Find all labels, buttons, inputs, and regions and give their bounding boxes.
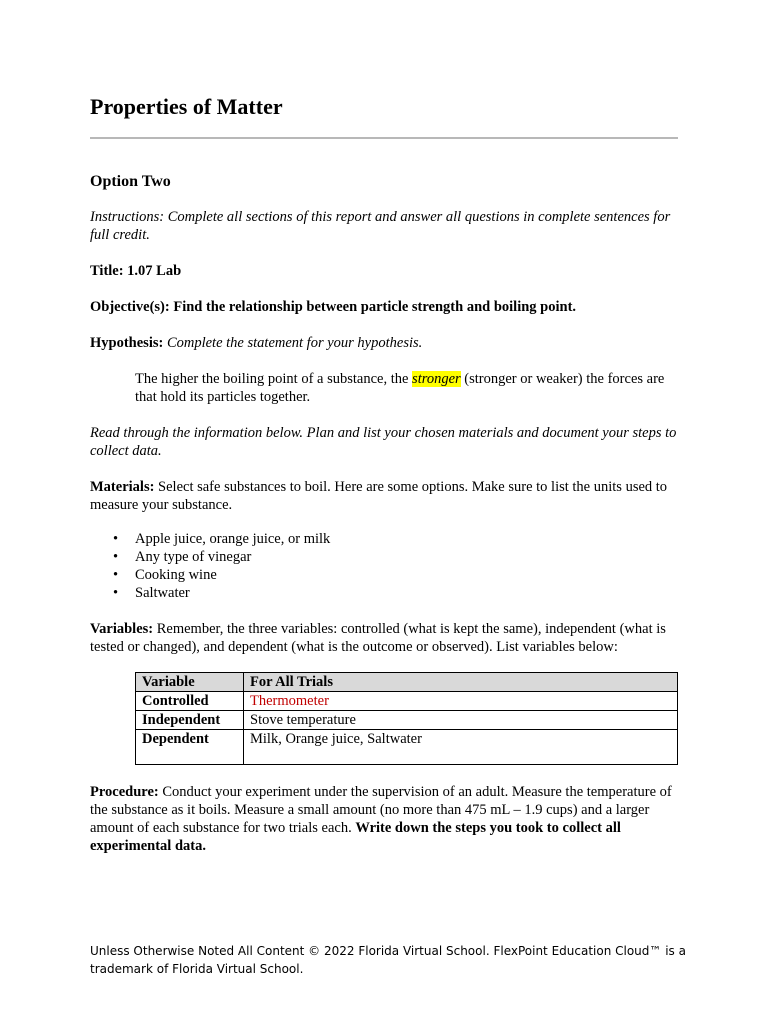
objective-text: Objective(s): Find the relationship between particle strength and boiling point.	[90, 299, 577, 315]
list-item	[113, 530, 678, 548]
variable-name: Controlled	[136, 692, 244, 711]
list-item	[113, 566, 678, 584]
bullet-icon: •	[113, 549, 119, 565]
list-item-text: Cooking wine	[135, 567, 217, 583]
list-item-text: Any type of vinegar	[135, 549, 252, 565]
page-title: Properties of Matter	[90, 94, 283, 119]
table-header-row	[136, 673, 678, 692]
procedure-paragraph	[90, 783, 678, 855]
materials-label: Materials:	[90, 479, 155, 495]
option-heading: Option Two	[90, 173, 171, 190]
table-row	[136, 711, 678, 730]
variable-value[interactable]: Stove temperature	[244, 711, 678, 730]
variables-paragraph	[90, 620, 678, 656]
variables-text: Remember, the three variables: controlled (what is kept the same), independent (what is tested or changed), and dependent (what is the outcome or observed). List variables below:	[90, 621, 666, 655]
variable-name: Dependent	[136, 730, 244, 765]
hypothesis-label: Hypothesis:	[90, 335, 164, 351]
procedure-bold-text: Write down the steps you took to collect all experimental data.	[90, 820, 621, 854]
lab-title: Title: 1.07 Lab	[90, 263, 182, 279]
bullet-icon: •	[113, 585, 119, 601]
hypothesis-line	[90, 334, 678, 352]
hypothesis-statement	[135, 370, 678, 406]
footer-copyright: Unless Otherwise Noted All Content © 2022 Florida Virtual School. FlexPoint Education Cloud™ is a trademark of Florida Virtual School.	[90, 944, 686, 976]
table-header-trials: For All Trials	[244, 673, 678, 692]
materials-list	[90, 530, 678, 602]
variable-value[interactable]: Thermometer	[244, 692, 678, 711]
table-header-variable: Variable	[136, 673, 244, 692]
table-row	[136, 692, 678, 711]
hypothesis-prompt: Complete the statement for your hypothesis.	[166, 335, 423, 351]
document-content	[90, 92, 678, 855]
variable-name: Independent	[136, 711, 244, 730]
list-item-text: Apple juice, orange juice, or milk	[135, 531, 331, 547]
read-through-text: Read through the information below. Plan and list your chosen materials and document your steps to collect data.	[90, 425, 677, 459]
hypothesis-statement-before: The higher the boiling point of a substance, the	[135, 371, 413, 387]
instructions-text: Instructions: Complete all sections of this report and answer all questions in complete sentences for full credit.	[90, 209, 671, 243]
title-rule	[90, 137, 678, 139]
variables-label: Variables:	[90, 621, 154, 637]
hypothesis-answer[interactable]: stronger	[412, 371, 461, 387]
list-item	[113, 584, 678, 602]
hypothesis-statement-after: (stronger or weaker) the forces are that hold its particles together.	[135, 371, 665, 405]
materials-paragraph	[90, 478, 678, 514]
list-item-text: Saltwater	[135, 585, 190, 601]
variables-table	[135, 672, 678, 765]
materials-text: Select safe substances to boil. Here are some options. Make sure to list the units used to measure your substance.	[90, 479, 668, 513]
table-row	[136, 730, 678, 765]
variable-value[interactable]: Milk, Orange juice, Saltwater	[244, 730, 678, 765]
procedure-label: Procedure:	[90, 784, 159, 800]
bullet-icon: •	[113, 531, 119, 547]
list-item	[113, 548, 678, 566]
procedure-text: Conduct your experiment under the supervision of an adult. Measure the temperature of the substance as it boils. Measure a small amount (no more than 475 mL – 1.9 cups) and a larger amount of each substance for two trials each.	[90, 784, 672, 836]
bullet-icon: •	[113, 567, 119, 583]
